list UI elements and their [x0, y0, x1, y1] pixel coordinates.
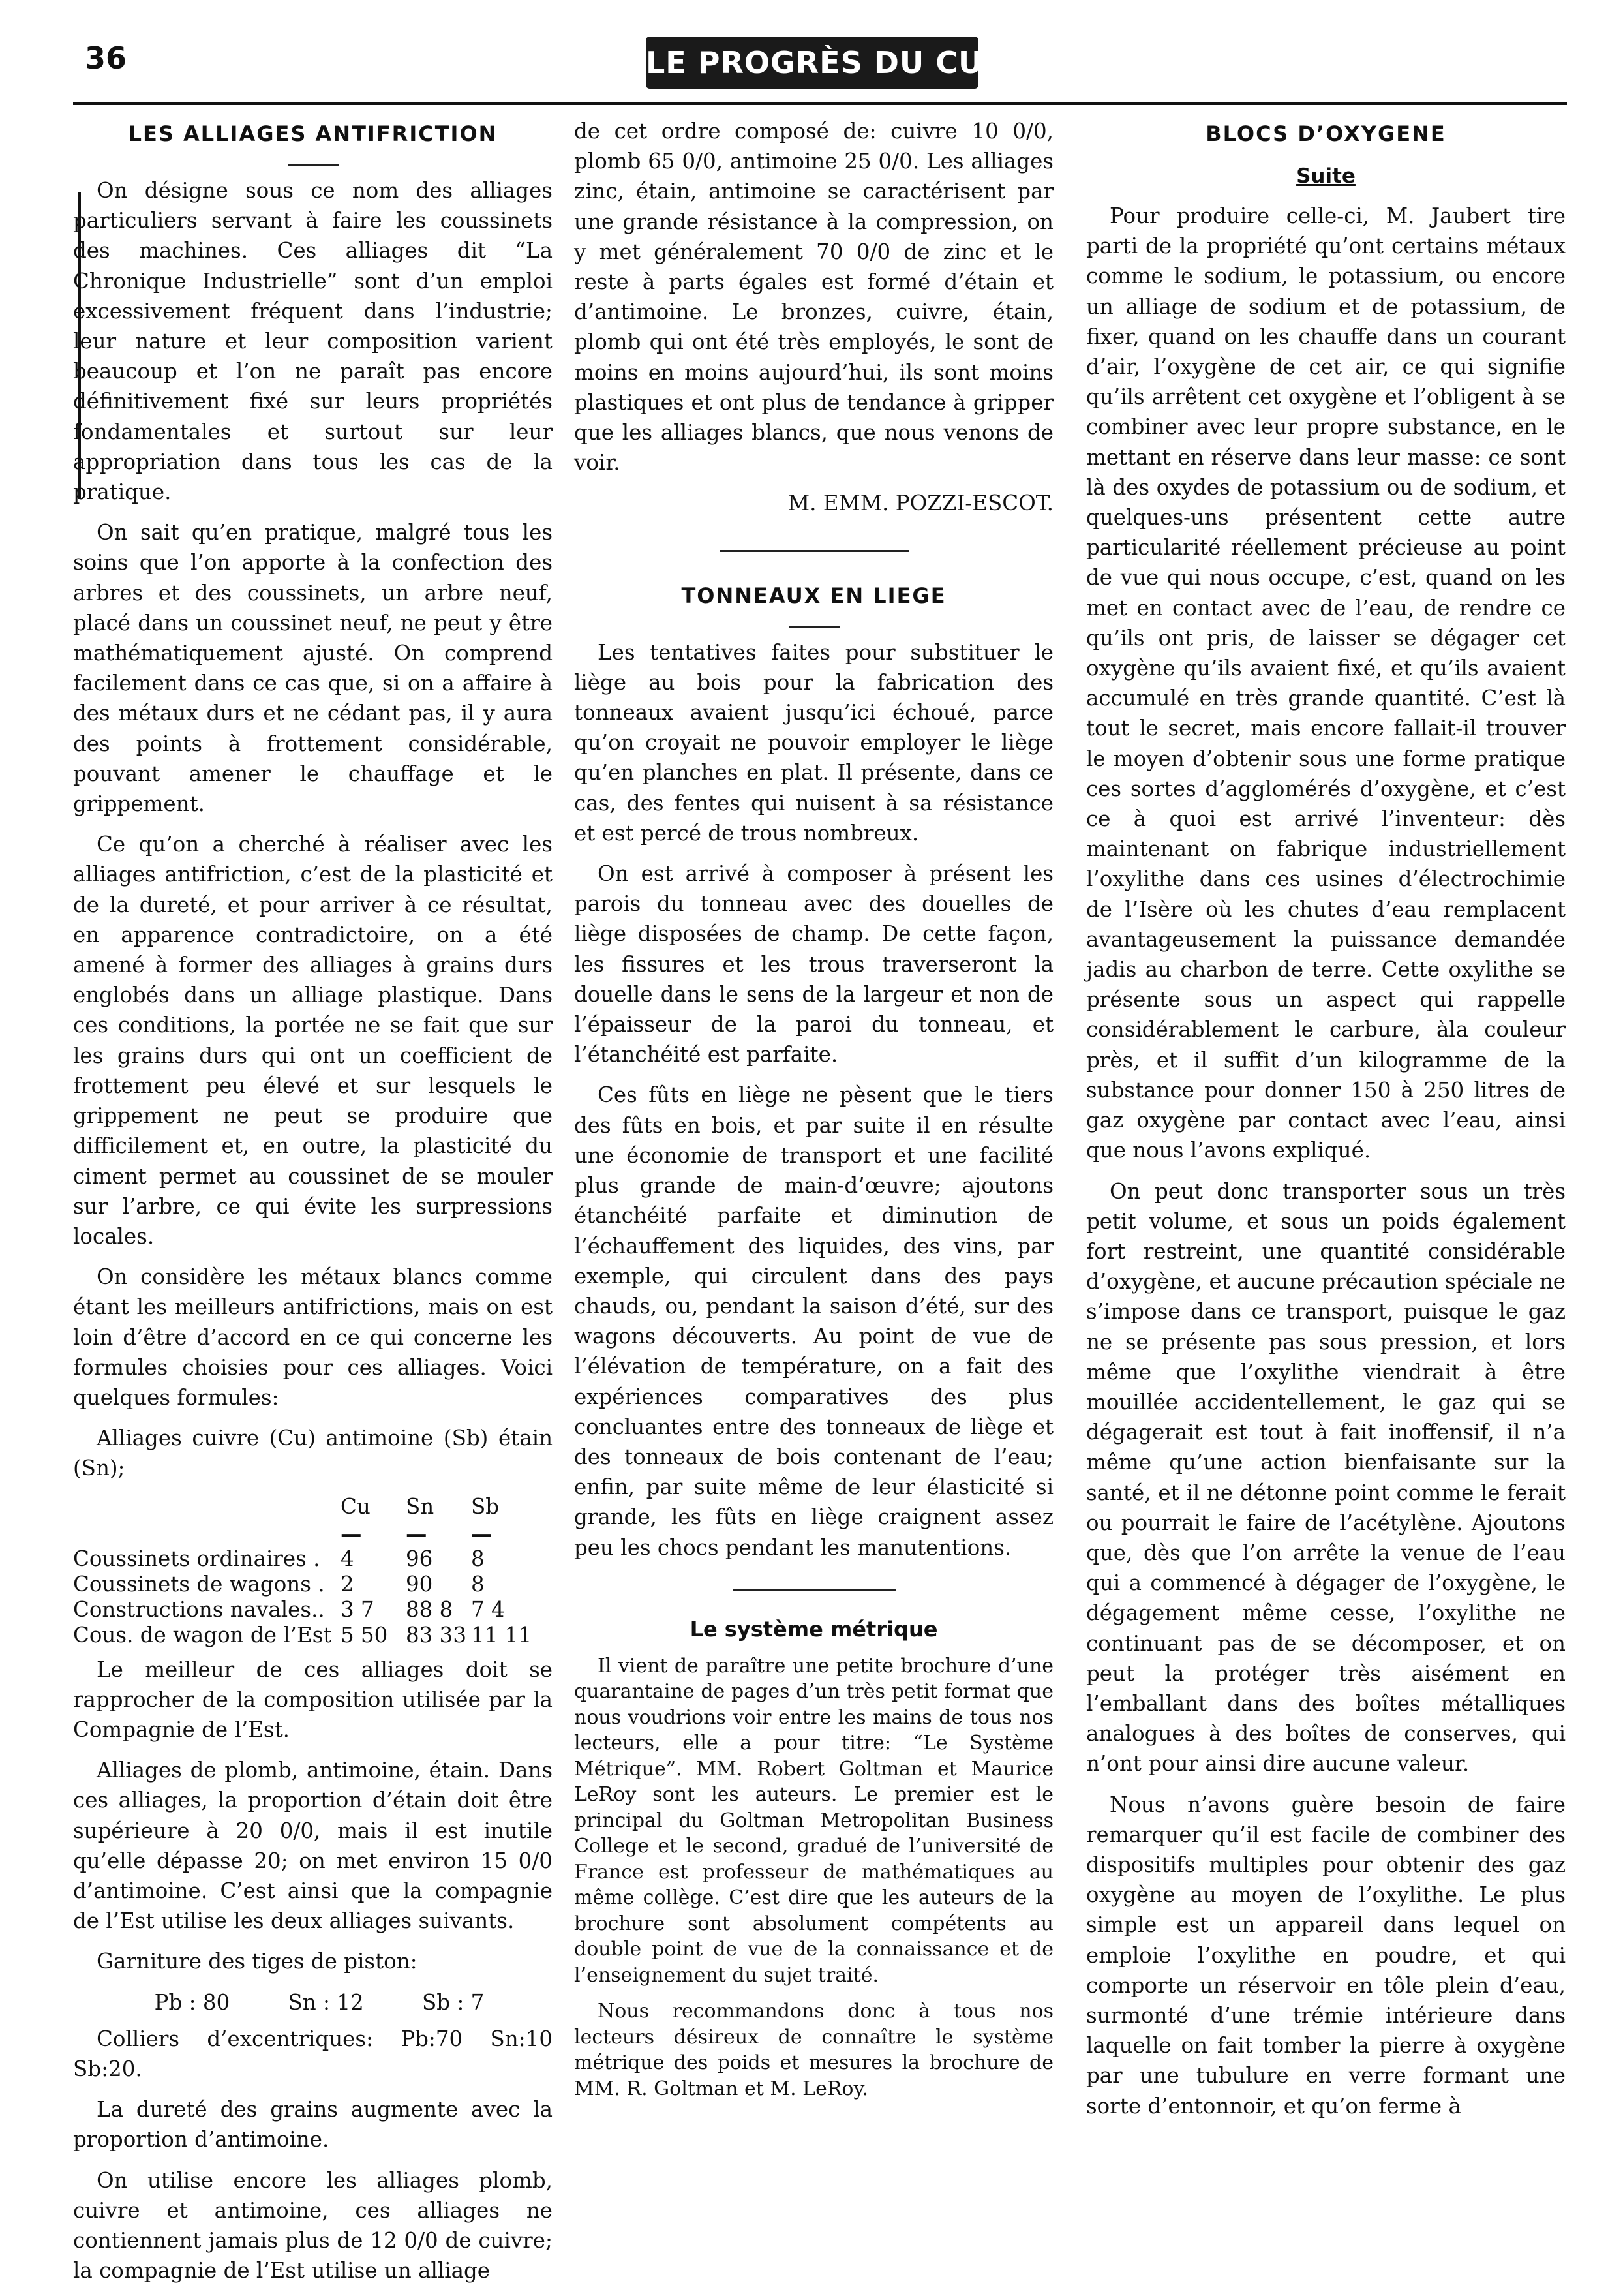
article-title: LES ALLIAGES ANTIFRICTION	[128, 121, 498, 146]
header-rule	[73, 102, 1567, 105]
table-cell: 2	[341, 1571, 354, 1597]
formula-term: Pb : 80	[154, 1989, 230, 2015]
paragraph: Alliages cuivre (Cu) antimoine (Sb) étain (Sn);	[73, 1426, 553, 1481]
table-header-row	[73, 1494, 553, 1520]
paragraph: Ces fûts en liège ne pèsent que le tiers des fûts en bois, et par suite il en résulte une économie de transport et une facilité plus grande de main-d’œuvre; ajoutons étanchéité parfaite et diminution de l’échauffement des liquides, des vins, par exemple, qui circulent dans des pays chauds, ou, pendant la saison d’été, sur des wagons découverts. Au point de vue de l’élévation de température, on a fait des expériences comparatives des plus concluantes entre des tonneaux de liège et des tonneaux de bois contenant de l’eau; enfin, par suite même de leur élasticité si grande, les fûts en liège craignent assez peu les chocs pendant les manutentions.	[574, 1082, 1054, 1560]
article-title: Le système métrique	[690, 1616, 938, 1642]
title-rule	[789, 626, 840, 628]
table-dash-row	[73, 1521, 553, 1546]
article-title: TONNEAUX EN LIEGE	[681, 583, 947, 608]
table-cell: 8	[471, 1546, 485, 1571]
table-row	[73, 1572, 553, 1597]
table-cell: Coussinets de wagons .	[73, 1571, 325, 1597]
header-dash: —	[341, 1520, 362, 1546]
table-cell: Constructions navales..	[73, 1597, 325, 1622]
small-print-block	[574, 1653, 1054, 2102]
table-cell: 88 8	[406, 1597, 453, 1622]
paragraph: Le meilleur de ces alliages doit se rapprocher de la composition utilisée par la Compagnie de l’Est.	[73, 1657, 553, 1742]
paragraph: On considère les métaux blancs comme étant les meilleurs antifrictions, mais on est loin d’être d’accord en ce qui concerne les formules choisies pour ces alliages. Voici quelques formules:	[73, 1264, 553, 1410]
table-cell: Cous. de wagon de l’Est	[73, 1622, 332, 1647]
paragraph: On peut donc transporter sous un très petit volume, et sous un poids également fort restreint, une quantité considérable d’oxygène, et aucune précaution spéciale ne s’impose dans ce transport, puisque le gaz ne se présente pas sous pression, et lors même que l’oxylithe viendrait à être mouillée accidentellement, le gaz qui se dégagerait est tout à fait inoffensif, il n’a même qu’une action bienfaisante sur la santé, et il ne détonne point comme le ferait ou pourrait le faire de l’acétylène. Ajoutons que, dès que l’on arrête la venue de l’eau qui a commencé à dégager de l’oxygène, le dégagement même cesse, l’oxylithe ne continuant pas de se décomposer, et on peut la protéger très aisément en l’emballant dans des boîtes métalliques analogues à des boîtes de conserves, qui n’ont pour ainsi dire aucune valeur.	[1086, 1178, 1566, 1777]
paragraph: On utilise encore les alliages plomb, cuivre et antimoine, ces alliages ne contiennent jamais plus de 12 0/0 de cuivre; la compagnie de l’Est utilise un alliage	[73, 2167, 553, 2284]
table-cell: 11 11	[471, 1622, 532, 1647]
table-cell: 8	[471, 1571, 485, 1597]
table-header: Sb	[471, 1493, 500, 1519]
paragraph: Pour produire celle-ci, M. Jaubert tire parti de la propriété qu’ont certains métaux comme le sodium, le potassium, ou encore un alliage de sodium et de potassium, de fixer, quand on les chauffe dans un courant d’air, l’oxygène de cet air, ce qui signifie qu’ils arrêtent cet oxygène et l’obligent à se combiner avec leur propre substance, en le mettant en réserve dans leur masse: ce sont là des oxydes de potassium ou de sodium, et quelques-uns présentent cette autre particularité réellement précieuse au point de vue qui nous occupe, c’est, quand on les met en contact avec de l’eau, de rendre ce qu’ils ont pris, de laisser se dégager cet oxygène qu’ils avaient fixé, et qu’ils avaient accumulé en très grande quantité. C’est là tout le secret, mais encore fallait-il trouver le moyen d’obtenir sous une forme pratique ces sortes d’agglomérés d’oxygène, et c’est ce à quoi est arrivé l’inventeur: dès maintenant on fabrique industriellement l’oxylithe dans ces usines d’électrochimie de l’Isère où les chutes d’eau remplacent avantageusement la puissance demandée jadis au charbon de terre. Cette oxylithe se présente sous un aspect qui rappelle considérablement le carbure, àla couleur près, et il suffit d’un kilogramme de la substance pour donner 150 à 250 litres de gaz oxygène par contact avec l’eau, ainsi que nous l’avons expliqué.	[1086, 204, 1566, 1163]
page-number: 36	[85, 40, 127, 76]
table-cell: 3 7	[341, 1597, 374, 1622]
table-cell: 5 50	[341, 1622, 388, 1647]
paragraph: de cet ordre composé de: cuivre 10 0/0, plomb 65 0/0, antimoine 25 0/0. Les alliages zinc, étain, antimoine se caractérisent par une grande résistance à la compression, on y met généralement 70 0/0 de zinc et le reste à parts égales est formé d’étain et d’antimoine. Le bronzes, cuivre, étain, plomb qui ont été très employés, le sont de moins en moins aujourd’hui, ils sont moins plastiques et ont plus de tendance à gripper que les alliages blancs, que nous venons de voir.	[574, 119, 1054, 476]
article-separator	[733, 1589, 896, 1591]
title-rule	[288, 164, 339, 166]
paragraph: Les tentatives faites pour substituer le liège au bois pour la fabrication des tonneaux avaient jusqu’ici échoué, parce qu’on croyait ne pouvoir employer le liège qu’en planches en plat. Il présente, dans ce cas, des fentes qui nuisent à sa résistance et est percé de trous nombreux.	[574, 639, 1054, 846]
paragraph: Alliages de plomb, antimoine, étain. Dans ces alliages, la proportion d’étain doit être supérieure à 20 0/0, mais il est inutile qu’elle dépasse 20; on met environ 15 0/0 d’antimoine. C’est ainsi que la compagnie de l’Est utilise les deux alliages suivants.	[73, 1758, 553, 1934]
table-cell: Coussinets ordinaires .	[73, 1546, 320, 1571]
table-header	[73, 1494, 341, 1520]
column-1	[73, 116, 553, 2296]
table-cell: 90	[406, 1571, 433, 1597]
table-cell: 96	[406, 1546, 433, 1571]
formula-term: Sn : 12	[288, 1989, 364, 2015]
column-2	[574, 116, 1054, 2112]
table-header: Sn	[406, 1493, 434, 1519]
paragraph: On est arrivé à composer à présent les parois du tonneau avec des douelles de liège disposées de champ. De cette façon, les fissures et les trous traverseront la douelle dans le sens de la largeur et non de l’épaisseur de la paroi du tonneau, et l’étanchéité est parfaite.	[574, 861, 1054, 1067]
table-cell: 83 33	[406, 1622, 467, 1647]
column-3	[1086, 116, 1566, 2132]
table-row	[73, 1597, 553, 1623]
paragraph: Garniture des tiges de piston:	[97, 1949, 417, 1974]
article-separator	[720, 550, 909, 552]
alloy-table	[73, 1494, 553, 1648]
paragraph: Colliers d’excentriques: Pb:70 Sn:10 Sb:20.	[73, 2026, 553, 2081]
author-signature: M. EMM. POZZI-ESCOT.	[787, 491, 1054, 516]
paragraph: Il vient de paraître une petite brochure d’une quarantaine de pages d’un très petit format que nous voudrions voir entre les mains de tous nos lecteurs, elle a pour titre: “Le Système Métrique”. MM. Robert Goltman et Maurice LeRoy sont les auteurs. Le premier est le principal du Goltman Metropolitan Business College et le second, gradué de l’université de France est professeur de mathématiques au même collège. C’est dire que les auteurs de la brochure sont absolument compétents au double point de vue de la connaissance et de l’enseignement du sujet traité.	[574, 1654, 1054, 1987]
table-row	[73, 1623, 553, 1648]
paragraph: On désigne sous ce nom des alliages particuliers servant à faire les coussinets des machines. Ces alliages dit “La Chronique Industrielle” sont d’un emploi excessivement fréquent dans l’industrie; leur nature et leur composition varient beaucoup et l’on ne paraît pas encore définitivement fixé sur leurs propriétés fondamentales et surtout sur leur appropriation dans tous les cas de la pratique.	[73, 178, 553, 505]
paragraph: On sait qu’en pratique, malgré tous les soins que l’on apporte à la confection des arbres et des coussinets, un arbre neuf, placé dans un coussinet neuf, ne peut y être mathématiquement ajusté. On comprend facilement dans ce cas que, si on a affaire à des métaux durs et ne cédant pas, il y aura des points à frottement considérable, pouvant amener le chauffage et le grippement.	[73, 520, 553, 817]
paragraph: Ce qu’on a cherché à réaliser avec les alliages antifriction, c’est de la plasticité et de la dureté, et pour arriver à ce résultat, en apparence contradictoire, on a été amené à former des alliages à grains durs englobés dans un alliage plastique. Dans ces conditions, la portée ne se fait que sur les grains durs qui ont un coefficient de frottement peu élevé et sur lesquels le grippement ne peut se produire que difficilement et, en outre, la plasticité du ciment permet au coussinet de se mouler sur l’arbre, ce qui évite les surpressions locales.	[73, 832, 553, 1249]
table-cell: 4	[341, 1546, 354, 1571]
table-row	[73, 1546, 553, 1572]
formula-term: Sb : 7	[421, 1989, 485, 2015]
header-dash: —	[406, 1520, 427, 1546]
continued-label: Suite	[1296, 164, 1356, 188]
article-title: BLOCS D’OXYGENE	[1206, 121, 1446, 146]
paragraph: La dureté des grains augmente avec la proportion d’antimoine.	[73, 2097, 553, 2152]
paragraph: Nous n’avons guère besoin de faire remarquer qu’il est facile de combiner des dispositifs multiples pour obtenir des gaz oxygène au moyen de l’oxylithe. Le plus simple est un appareil dans lequel on emploie l’oxylithe en poudre, et qui comporte un réservoir en tôle plein d’eau, surmonté d’une trémie intérieure dans laquelle on fait tomber la pierre à oxygène par une tubulure en verre formant une sorte d’entonnoir, et qu’on ferme à	[1086, 1792, 1566, 2119]
header-dash: —	[471, 1520, 493, 1546]
paragraph: Nous recommandons donc à tous nos lecteurs désireux de connaître le système métrique des poids et mesures la brochure de MM. R. Goltman et M. LeRoy.	[574, 2000, 1054, 2100]
table-cell: 7 4	[471, 1597, 505, 1622]
masthead-logo: LE PROGRÈS DU CUIR	[646, 37, 978, 89]
table-header: Cu	[341, 1493, 371, 1519]
formula-line	[73, 1987, 553, 2017]
